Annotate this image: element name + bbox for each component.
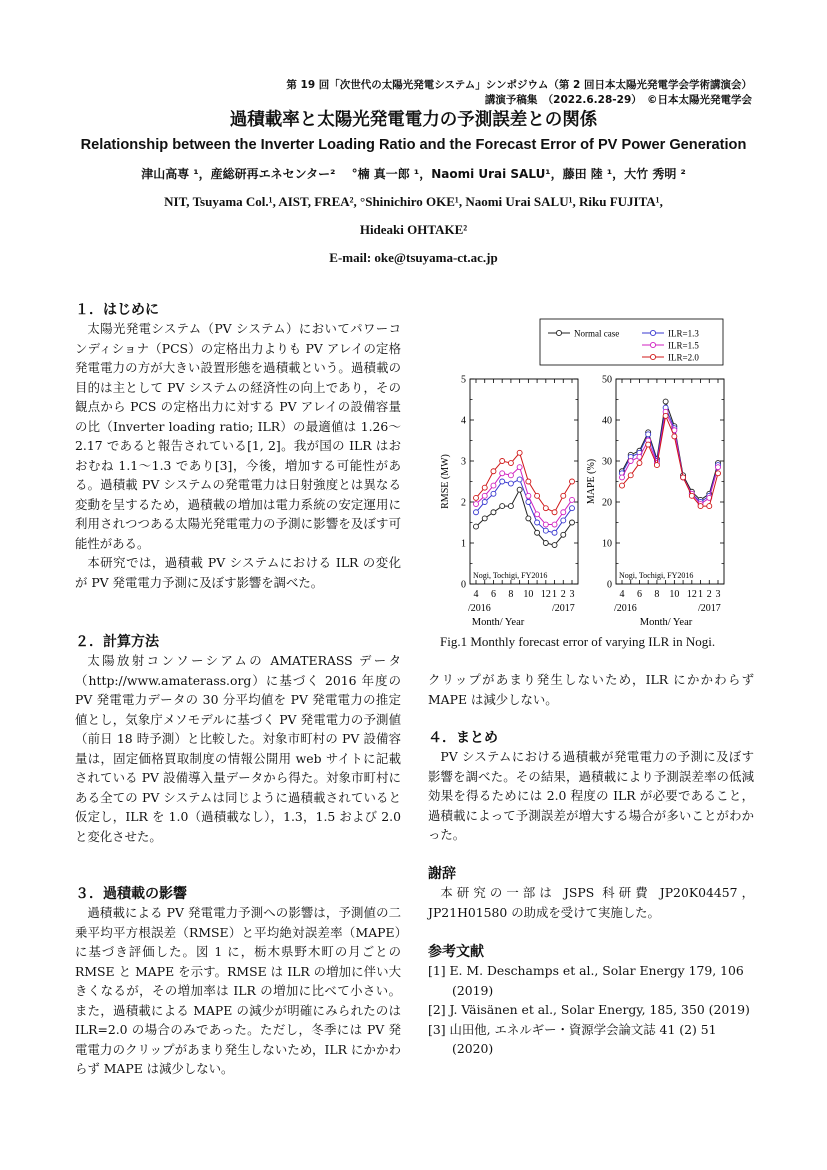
y-tick-label: 1 xyxy=(461,538,466,550)
x-tick-label: 10 xyxy=(523,589,534,600)
section-2-heading: ２．計算方法 xyxy=(75,634,159,650)
data-point xyxy=(474,495,479,500)
data-point xyxy=(681,475,686,480)
y-tick-label: 4 xyxy=(461,415,466,427)
chart-legend xyxy=(540,319,723,365)
data-point xyxy=(552,510,557,515)
section-4-body xyxy=(428,747,754,845)
y-tick-label: 40 xyxy=(602,415,612,427)
section-3-continued-text: クリップがあまり発生しないため，ILR にかかわらず MAPE は減少しない。 xyxy=(428,672,754,707)
x-tick-label: 10 xyxy=(669,589,680,600)
data-point xyxy=(482,516,487,521)
data-point xyxy=(491,469,496,474)
rmse-x-axis-label: Month/ Year xyxy=(471,617,525,628)
authors-japanese: 津山高専 ¹，産総研再エネセンター² °楠 真一郎 ¹，Naomi Urai SALU¹，藤田 陸 ¹，大竹 秀明 ² xyxy=(141,167,686,181)
data-point xyxy=(646,432,651,437)
y-tick-label: 20 xyxy=(602,497,612,509)
data-point xyxy=(535,512,540,517)
acknowledgement-body xyxy=(428,883,754,922)
x-tick-label: 12 xyxy=(686,589,697,600)
section-1-body xyxy=(75,319,401,592)
data-point xyxy=(707,504,712,509)
data-point xyxy=(543,528,548,533)
data-point xyxy=(570,520,575,525)
section-3-continued xyxy=(428,670,754,709)
y-tick-label: 10 xyxy=(602,538,612,550)
data-point xyxy=(474,502,479,507)
data-point xyxy=(500,471,505,476)
data-point xyxy=(716,465,721,470)
section-3-paragraph-1: 過積載による PV 発電電力予測への影響は，予測値の二乗平均平方根誤差（RMSE）と平均絶対誤差率（MAPE）に基づき評価した。図 1 に，栃木県野木町の月ごとの RMSE と MAPE を示す。RMSE は ILR の増加に伴い大きくなるが，その増加率は ILR の増加に比べて小さい。また，過積載による MAPE の減少が明確にみられたのは ILR=2.0 の場合のみであった。ただし，冬季には PV 発電電力のクリップがあまり発生しないため，ILR にかかわらず MAPE は減少しない。 xyxy=(75,905,401,1076)
section-1-paragraph-1: 太陽光発電システム（PV システム）においてパワーコンディショナ（PCS）の定格出力よりも PV アレイの定格発電電力の方が大きい設置形態を過積載という。過積載の目的は主として PV システムの経済性の向上であり，その観点から PCS の定格出力に対する PV アレイの設備容量の比（Inverter loading ratio; ILR）の最適値は 1.26〜2.17 であると報告されている[1, 2]。我が国の ILR はおおむね 1.1〜1.3 であり[3]，今後，増加する可能性がある。過積載 PV システムの発電電力は日射強度とは異なる変動を呈するため，過積載の増加は電力系統の安定運用に利用されつつある太陽光発電電力の予測に影響を及ぼす可能性がある。 xyxy=(75,321,401,551)
data-point xyxy=(672,434,677,439)
x-tick-label: 1 xyxy=(698,589,704,600)
x-tick-label: 4 xyxy=(619,589,625,600)
location-label: Nogi, Tochigi, FY2016 xyxy=(619,571,694,580)
mape-plot xyxy=(586,375,724,615)
data-point xyxy=(654,463,659,468)
legend-marker xyxy=(650,330,655,335)
data-point xyxy=(535,530,540,535)
data-point xyxy=(663,399,668,404)
data-point xyxy=(517,487,522,492)
data-point xyxy=(500,479,505,484)
data-point xyxy=(517,450,522,455)
y-tick-label: 0 xyxy=(461,579,466,591)
data-point xyxy=(646,442,651,447)
x-tick-label: 4 xyxy=(473,589,479,600)
data-point xyxy=(620,483,625,488)
figure-1 xyxy=(428,312,758,652)
x-tick-label: 3 xyxy=(569,589,575,600)
legend-label: ILR=1.5 xyxy=(668,340,699,351)
data-point xyxy=(570,479,575,484)
data-point xyxy=(543,506,548,511)
data-point xyxy=(500,504,505,509)
location-label: Nogi, Tochigi, FY2016 xyxy=(473,571,548,580)
data-point xyxy=(474,510,479,515)
authors-english-line-2: Hideaki OHTAKE² xyxy=(359,222,468,237)
series-line xyxy=(476,467,572,524)
data-point xyxy=(637,461,642,466)
data-point xyxy=(491,491,496,496)
data-point xyxy=(508,481,513,486)
y-tick-label: 30 xyxy=(602,456,612,468)
x-tick-label: 2 xyxy=(560,589,566,600)
data-point xyxy=(561,510,566,515)
data-point xyxy=(628,459,633,464)
data-point xyxy=(482,485,487,490)
y-tick-label: 5 xyxy=(461,374,466,386)
x-tick-label: 8 xyxy=(508,589,514,600)
x-tick-label: 6 xyxy=(636,589,642,600)
acknowledgement-heading: 謝辞 xyxy=(428,866,456,882)
data-point xyxy=(543,522,548,527)
series-line xyxy=(622,402,718,500)
section-3-heading: ３．過積載の影響 xyxy=(75,886,187,902)
figure-caption: Fig.1 Monthly forecast error of varying ILR in Nogi. xyxy=(440,634,716,649)
header-line-1: 第 19 回「次世代の太陽光発電システム」シンポジウム（第 2 回日本太陽光発電学会学術講演会） xyxy=(286,79,752,91)
rmse-axis-label: RMSE (MW) xyxy=(440,454,451,509)
data-point xyxy=(552,522,557,527)
x-tick-label: 8 xyxy=(654,589,660,600)
legend-label: ILR=1.3 xyxy=(668,328,699,339)
x-year-label: /2017 xyxy=(552,603,575,614)
title-english: Relationship between the Inverter Loading Ratio and the Forecast Error of PV Power Generation xyxy=(80,137,747,153)
data-point xyxy=(570,497,575,502)
legend-marker xyxy=(556,330,561,335)
data-point xyxy=(663,413,668,418)
data-point xyxy=(491,483,496,488)
email: E-mail: oke@tsuyama-ct.ac.jp xyxy=(329,250,498,265)
section-4-heading: ４．まとめ xyxy=(428,730,498,746)
legend-label: Normal case xyxy=(574,328,620,339)
title-japanese: 過積載率と太陽光発電電力の予測誤差との関係 xyxy=(229,110,598,130)
data-point xyxy=(508,504,513,509)
y-tick-label: 50 xyxy=(602,374,612,386)
reference-item-1: [1] E. M. Deschamps et al., Solar Energy 179, 106 (2019) xyxy=(428,963,744,998)
x-year-label: /2016 xyxy=(614,603,637,614)
section-2-body xyxy=(75,651,401,846)
data-point xyxy=(561,532,566,537)
rmse-plot xyxy=(440,375,578,615)
mape-x-axis-label: Month/ Year xyxy=(639,617,693,628)
series-line xyxy=(622,416,718,506)
series-line xyxy=(476,490,572,545)
data-point xyxy=(689,493,694,498)
data-point xyxy=(552,543,557,548)
section-3-body xyxy=(75,903,401,1079)
y-tick-label: 2 xyxy=(461,497,466,509)
x-tick-label: 1 xyxy=(552,589,558,600)
data-point xyxy=(517,477,522,482)
y-tick-label: 0 xyxy=(607,579,612,591)
data-point xyxy=(628,473,633,478)
data-point xyxy=(620,475,625,480)
legend-label: ILR=2.0 xyxy=(668,352,699,363)
data-point xyxy=(474,524,479,529)
legend-marker xyxy=(650,342,655,347)
data-point xyxy=(508,473,513,478)
data-point xyxy=(508,461,513,466)
data-point xyxy=(482,493,487,498)
data-point xyxy=(500,459,505,464)
data-point xyxy=(491,510,496,515)
data-point xyxy=(561,518,566,523)
references-list xyxy=(428,961,754,1059)
data-point xyxy=(526,493,531,498)
x-tick-label: 12 xyxy=(540,589,551,600)
reference-item-3: [3] 山田他, エネルギー・資源学会論文誌 41 (2) 51 (2020) xyxy=(428,1021,717,1056)
x-tick-label: 6 xyxy=(490,589,496,600)
legend-marker xyxy=(650,354,655,359)
x-year-label: /2016 xyxy=(468,603,491,614)
mape-frame xyxy=(616,379,724,584)
x-tick-label: 2 xyxy=(706,589,712,600)
data-point xyxy=(526,516,531,521)
reference-item-2: [2] J. Väisänen et al., Solar Energy, 185, 350 (2019) xyxy=(428,1002,750,1017)
data-point xyxy=(716,471,721,476)
data-point xyxy=(561,493,566,498)
acknowledgement-text: 本研究の一部は JSPS 科研費 JP20K04457，JP21H01580 の助成を受けて実施した。 xyxy=(428,885,754,920)
section-2-paragraph-1: 太陽放射コンソーシアムの AMATERASS データ（http://www.amaterass.org）に基づく 2016 年度の PV 発電電力データの 30 分平均値を PV 発電電力の推定値とし，気象庁メソモデルに基づく PV 発電電力の予測値（前日 18 時予測）と比較した。対象市町村の PV 設備容量は，固定価格買取制度の情報公開用 web サイトに記載されている PV 設備導入量データから得た。対象市町村にある全ての PV システムは同じように過積載されていると仮定し，ILR を 1.0（過積載なし），1.3，1.5 および 2.0 と変化させた。 xyxy=(75,653,401,844)
section-1-heading: １．はじめに xyxy=(75,302,159,318)
mape-axis-label: MAPE (%) xyxy=(586,458,597,505)
section-1-paragraph-2: 本研究では，過積載 PV システムにおける ILR の変化が PV 発電電力予測に及ぼす影響を調べた。 xyxy=(75,555,401,590)
header-line-2: 講演予稿集 （2022.6.28-29） ©日本太陽光発電学会 xyxy=(484,94,752,106)
section-4-paragraph-1: PV システムにおける過積載が発電電力の予測に及ぼす影響を調べた。その結果，過積載により予測誤差率の低減効果を得るためには 2.0 程度の ILR が必要であること，過積載によって予測誤差が増大する場合が多いことがわかった。 xyxy=(428,749,754,842)
data-point xyxy=(535,520,540,525)
data-point xyxy=(698,504,703,509)
x-year-label: /2017 xyxy=(698,603,721,614)
authors-english-line-1: NIT, Tsuyama Col.¹, AIST, FREA², °Shinichiro OKE¹, Naomi Urai SALU¹, Riku FUJITA¹, xyxy=(164,194,663,209)
data-point xyxy=(535,493,540,498)
references-heading: 参考文献 xyxy=(428,944,484,960)
data-point xyxy=(517,465,522,470)
data-point xyxy=(570,506,575,511)
y-tick-label: 3 xyxy=(461,456,466,468)
x-tick-label: 3 xyxy=(715,589,721,600)
data-point xyxy=(543,541,548,546)
data-point xyxy=(482,500,487,505)
data-point xyxy=(552,530,557,535)
data-point xyxy=(526,479,531,484)
